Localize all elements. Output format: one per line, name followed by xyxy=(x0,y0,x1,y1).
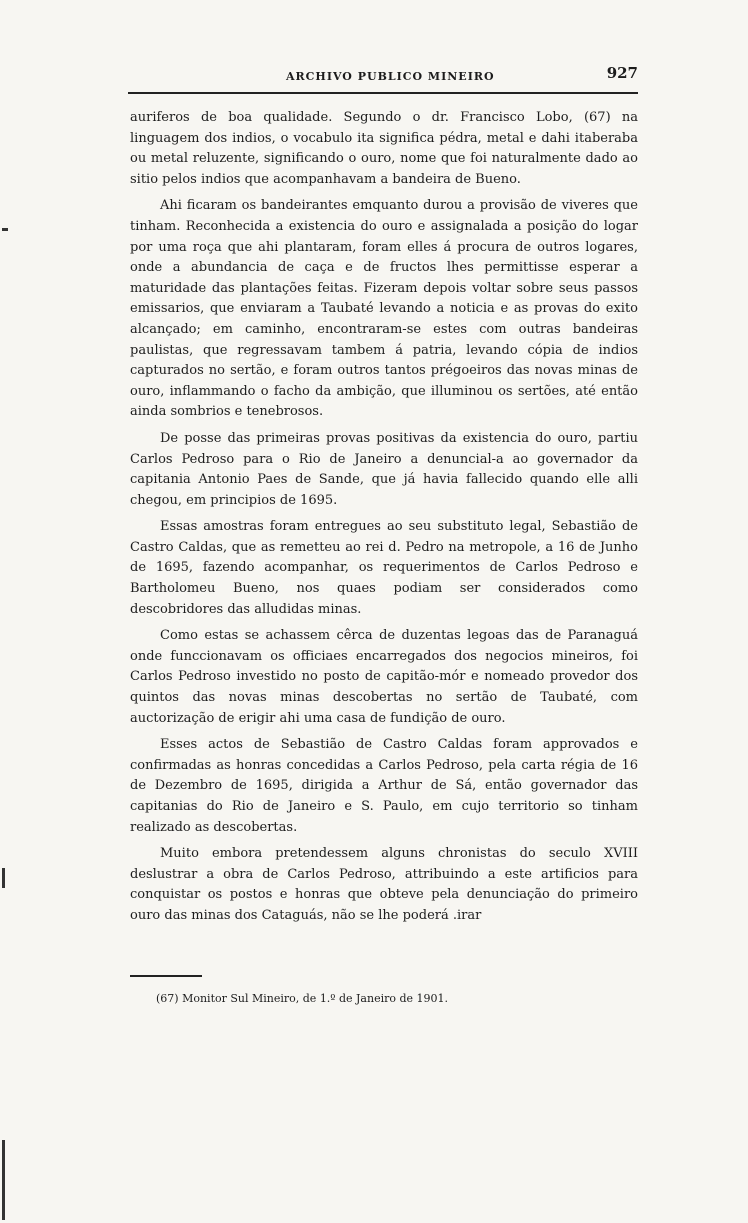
scan-mark xyxy=(2,228,8,231)
paragraph-6: Esses actos de Sebastião de Castro Caldas foram approvados e confirmadas as honras concedidas a Carlos Pedroso, pela carta régia de 16 de Dezembro de 1695, dirigida a Arthur de Sá, então governador das capitanias do Rio de Janeiro e S. Paulo, em cujo territorio so tinham realizado as descobertas. xyxy=(130,737,638,835)
paragraph-7: Muito embora pretendessem alguns chronistas do seculo XVIII deslustrar a obra de Carlos Pedroso, attribuindo a este artificios para conquistar os postos e honras que obteve pela denunciação do primeiro ouro das minas dos Cataguás, não se lhe poderá .irar xyxy=(130,846,638,923)
paragraph-1: auriferos de boa qualidade. Segundo o dr. Francisco Lobo, (67) na linguagem dos indios, o vocabulo ita significa pédra, metal e dahi itaberaba ou metal reluzente, significando o ouro, nome que foi naturalmente dado ao sitio pelos indios que acompanhavam a bandeira de Bueno. xyxy=(130,110,638,187)
footnote: (67) Monitor Sul Mineiro, de 1.º de Janeiro de 1901. xyxy=(156,992,449,1005)
paragraph-2: Ahi ficaram os bandeirantes emquanto durou a provisão de viveres que tinham. Reconhecida a existencia do ouro e assignalada a posição do logar por uma roça que ahi plantaram, foram elles á procura de outros logares, onde a abundancia de caça e de fructos lhes permittisse esperar a maturidade das plantações feitas. Fizeram depois voltar sobre seus passos emissarios, que enviaram a Taubaté levando a noticia e as provas do exito alcançado; em caminho, encontraram-se estes com outras bandeiras paulistas, que regressavam tambem á patria, levando cópia de indios capturados no sertão, e foram outros tantos prégoeiros das novas minas de ouro, inflammando o facho da ambição, que illuminou os sertões, até então ainda sombrios e tenebrosos. xyxy=(130,198,638,420)
footnote-rule xyxy=(130,975,202,977)
scan-mark xyxy=(2,868,5,888)
header-rule xyxy=(128,92,638,94)
page-header xyxy=(128,64,638,88)
paragraph-4: Essas amostras foram entregues ao seu substituto legal, Sebastião de Castro Caldas, que as remetteu ao rei d. Pedro na metropole, a 16 de Junho de 1695, fazendo acompanhar, os requerimentos de Carlos Pedroso e Bartholomeu Bueno, nos quaes podiam ser considerados como descobridores das alludidas minas. xyxy=(130,519,638,617)
running-head: ARCHIVO PUBLICO MINEIRO xyxy=(286,70,495,83)
page-number: 927 xyxy=(606,64,638,82)
body-text xyxy=(130,108,638,933)
paragraph-5: Como estas se achassem cêrca de duzentas legoas das de Paranaguá onde funccionavam os officiaes encarregados dos negocios mineiros, foi Carlos Pedroso investido no posto de capitão-mór e nomeado provedor dos quintos das novas minas descobertas no sertão de Taubaté, com auctorização de erigir ahi uma casa de fundição de ouro. xyxy=(130,628,638,726)
scan-mark xyxy=(2,1140,5,1220)
paragraph-3: De posse das primeiras provas positivas da existencia do ouro, partiu Carlos Pedroso para o Rio de Janeiro a denuncial-a ao governador da capitania Antonio Paes de Sande, que já havia fallecido quando elle alli chegou, em principios de 1695. xyxy=(130,430,638,508)
